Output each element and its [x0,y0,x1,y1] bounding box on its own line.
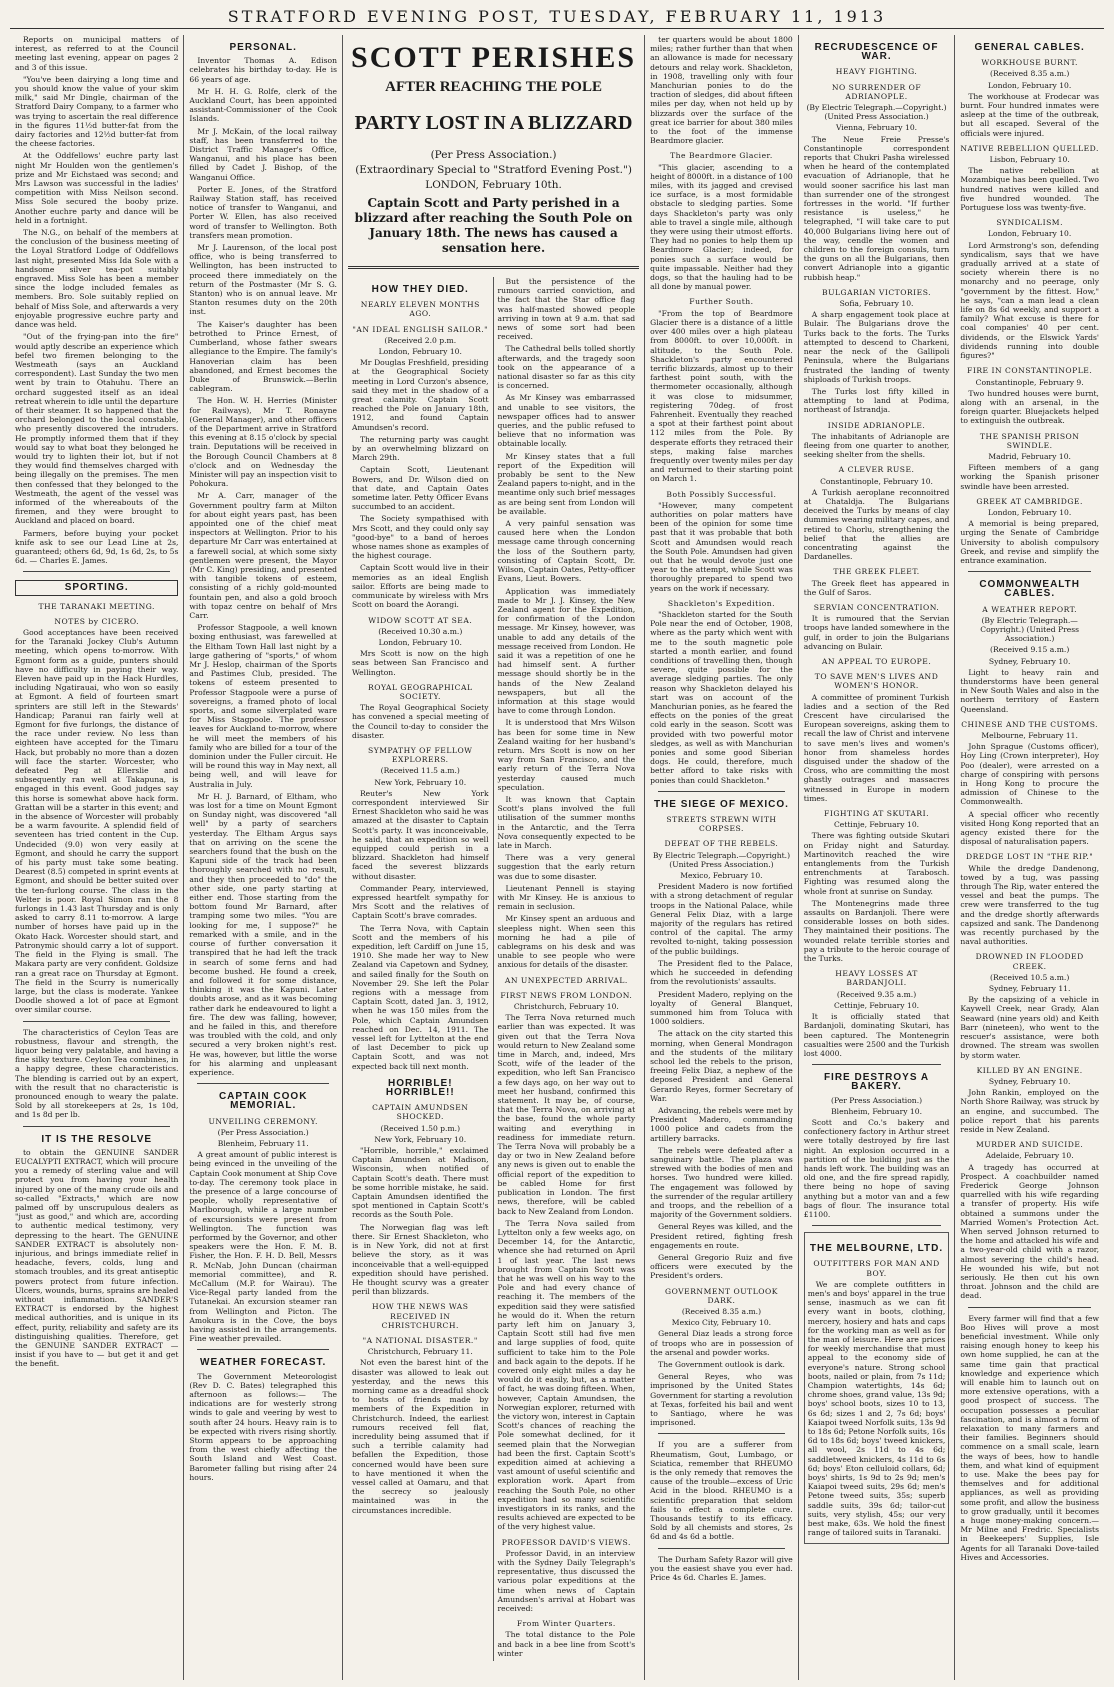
article-heading: SYMPATHY OF FELLOW EXPLORERS. [368,745,473,765]
article-para: Commander Peary, interviewed, expressed heartfelt sympathy for Mrs Scott and the relatives of Captain Scott's brave comrades. [351,883,489,921]
divider [658,791,785,792]
article-para: The inhabitants of Adrianople are fleeing from one quarter to another, seeking shelter from the shells. [803,431,950,460]
received-time: (Received 8.35 a.m.) [990,69,1070,79]
article-para: "This glacier, ascending to a height of 8000ft. in a distance of 100 miles, with its jagged and crevised ice surface, is a most formidable obstacle to sledging parties. Some days Shackleton's party was only able to travel a single mile, although they were using their utmost efforts. They had no ponies to help them up Beardmore Glacier; indeed, for ponies such a surface would be quite impassable. Neither had they dogs, so that the hauling had to be all done by manual power. [650,162,793,292]
article-heading: THE SPANISH PRISON SWINDLE. [979,431,1080,450]
article-para: The Neue Freie Presse's Constantinople correspondent reports that Chukri Pasha wirelessed when he heard of the contemplated evacuation of Adrianople, that he would sooner sacrifice his last man than surrender one of the strongest fortresses in the world. "If further resistance is useless," he telegraphed, "I will take care to put 40,000 Bulgarians living here out of the way, cendle the women and children to the foreign consuls, turn the guns on all the Bulgarians, then convert Adrianople into a gigantic rubbish heap." [803,134,950,282]
article-para: The Hon. W. H. Herries (Minister for Railways), Mr T. Ronayne (General Manager), and other officers of the Department arrive in Stratford this evening at 8.15 o'clock by special train. Deputations will be received in the Borough Council Chambers at 8 o'clock and on Wednesday the Minister will pay an inspection visit to Pohokura. [189,396,337,489]
received-time: (Received 9.35 a.m.) [836,989,917,999]
article-subheading: The Beardmore Glacier. [670,151,773,161]
article-para: General Gregorio Ruiz and five officers were executed by the President's orders. [650,1252,793,1281]
article-heading: SYNDICALISM. [996,218,1063,228]
article-para: It is understood that Mrs Wilson has been for some time in New Zealand waiting for her husband's return. Mrs Scott is now on her way from San Francisco, and the early return of the Terra Nova yesterday caused much speculation. [497,718,636,792]
advertisement: The Durham Safety Razor will give you the easiest shave you ever had. Price 4s 6d. Charles E. James. [650,1554,793,1583]
advertisement: Every farmer will find that a few Boo Hives will prove a most beneficial investment. While only raising enough honey to keep his own home supplied, he can at the same time gain that practical knowledge and experience which will enable him to launch out on more extensive operations, with a good prospect of success. The occupation possesses a peculiar fascination, and is almost a form of relaxation to many farmers and their families. Beginners should commence on a small scale, learn the ways of bees, how to handle them, and what kind of equipment to use. Make the bees pay for themselves and for additional appliances, as well as providing some profit, and allow the business to grow gradually, until it becomes a huge money-making concern.—Mr Milne and Fredric. Specialists in Beekeepers' Supplies, Isle Agents for all Taranaki Dove-tailed Hives and Accessories. [960,1313,1099,1562]
article-para: The Norwegian flag was left there. Sir Ernest Shackleton, who is in New York, did not at first believe the story, as it was inconceivable that a well-equipped expedition should have perished. He thought scurvy was a greater peril than blizzards. [351,1222,489,1297]
lead-story-left [348,277,494,1661]
article-para: "Horrible, horrible," exclaimed Captain Amundsen at Madison, Wisconsin, when notified of Captain Scott's death. There must be some horrible mistake, he said. Captain Amundsen identified the spot mentioned in Captain Scott's records as the South Pole. [351,1146,489,1220]
dateline: Blenheim, February 11. [217,1138,309,1148]
article-heading: INSIDE ADRIANOPLE. [827,420,926,430]
credit: (Per Press Association.) [830,1095,923,1105]
article-para: A memorial is being prepared, urging the Senate of Cambridge University to abolish compulsory Greek, and revise and simplify the entrance examination. [960,519,1099,565]
section-heading: PERSONAL. [229,42,297,53]
section-heading: COMMONWEALTH CABLES. [979,579,1080,600]
article-para: The native rebellion at Mozambique has been quelled. Two hundred natives were killed and five hundred wounded. The Portuguese loss was twenty-five. [960,166,1099,213]
article-subheading: Shackleton's Expedition. [667,598,776,608]
article-para: Mr A. Carr, manager of the Government poultry farm at Milton for about eight years past, has been appointed one of the chief meat inspectors at Wellington. Prior to his departure Mr Carr was entertained at a farewell social, at which some sixty gentlemen were present, the Mayor (Mr C. King) presiding, and presented with tangible tokens of esteem, consisting of a richly gold-mounted fountain pen, and also a gold brooch with topaz centre on behalf of Mrs Carr. [189,491,337,620]
article-para: Advancing, the rebels were met by President Madero, commanding 1000 police and cadets from the artillery barracks. [650,1105,793,1143]
article-para: Mr Douglas Freshfield, presiding at the Geographical Society meeting in Lord Curzon's absence, said they met in the shadow of a great calamity. Captain Scott reached the Pole on January 18th, 1912, and found Captain Amundsen's record. [351,358,489,432]
article-subheading: DEFEAT OF THE REBELS. [664,839,779,849]
dateline: Madrid, February 10. [988,451,1071,461]
credit: (Extraordinary Special to "Stratford Evening Post.") [355,164,632,176]
article-para: Professor Stagpoole, a well known boxing enthusiast, was farewelled at the Eltham Town Hall last night by a large gathering of "sports," of whom Mr J. Heslop, chairman of the Sports and Pastimes Club, presided. The tokens of esteem presented to Professor Stagpoole were a purse of sovereigns, a framed photo of local sports, and some silverplated ware for Miss Stagpoole. The professor leaves for Auckland to-morrow, where he will meet the members of his family who are billed for a tour of the dominion under the Fuller circuit. He will be round this way in May next, all being well, and will leave for Australia in July. [189,623,337,789]
article-heading: BULGARIAN VICTORIES. [822,287,932,297]
headline-secondary: AFTER REACHING THE POLE [385,79,602,95]
advertisement: Farmers, before buying your pocket knife ask to see our Lead Line at 2s, guaranteed; others 6d, 9d, 1s 6d, 2s, to 5s 6d. — Charles E. James. [15,528,179,566]
article-para: Reports on municipal matters of interest, as referred to at the Council meeting last evening, appear on pages 2 and 3 of this issue. [15,35,179,72]
article-para: "You've been dairying a long time and you should know the value of your skim milk," said Mr Dingle, chairman of the Stratford Dairy Company, to a farmer who was trying to ascertain the real difference in the figures 11½d butter-fat from the dairy factories and 12½d butter-fat from the cheese factories. [15,74,179,149]
article-heading: DROWNED IN FLOODED CREEK. [975,952,1084,971]
column-5 [799,35,956,1680]
article-subheading: NEARLY ELEVEN MONTHS AGO. [360,300,480,319]
article-para: Captain Scott, Lieutenant Bowers, and Dr. Wilson died on that date, and Captain Oates sometime later. Petty Officer Evans succumbed to an accident. [351,465,489,512]
article-subheading: UNVEILING CEREMONY. [208,1116,318,1126]
article-para: Captain Scott would live in their memories as an ideal English sailor. Efforts are being made to communicate by wireless with Mrs Scott on board the Aorangi. [351,563,489,610]
article-para: President Madero is now fortified with a strong detachment of regular troops in the National Palace, while General Felix Diaz, with a large majority of the regulars has retired control of the capital. The army revolted to-night, taking possession of the public buildings. [650,882,793,956]
article-para: The total distance to the Pole and back in a bee line from Scott's winter [497,1630,636,1658]
article-heading: FIGHTING AT SKUTARI. [824,809,930,819]
credit: (By Electric Telegraph.—Copyright.) (United Press Association.) [980,615,1080,644]
dateline: London, February 10. [378,347,462,357]
dateline: Constantinople, February 9. [975,377,1084,387]
article-heading: DREDGE LOST IN "THE RIP." [966,852,1094,862]
dateline: London, February 10. [987,229,1072,239]
column-2 [184,35,343,1680]
article-para: Mr H. H. G. Rolfe, clerk of the Auckland Court, has been appointed assistant-Commissioner of the Cook Islands. [189,86,337,124]
section-heading: RECRUDESCENCE OF WAR. [814,42,939,63]
article-heading: A WEATHER REPORT. [982,604,1078,614]
article-para: A tragedy has occurred at Prospect. A coachbuilder named Frederick George Johnson quarrelled with his wife regarding a transfer of property. His wife obtained a summons under the Married Women's Protection Act. When served Johnson returned to the home and attacked his wife and a two-year-old child with a razor, almost severing the child's head. He wounded his wife, but not seriously. He then cut his own throat. Johnson and the child are dead. [960,1162,1099,1301]
article-para: ter quarters would be about 1800 miles; rather further than that when an allowance is made for necessary detours and relay work. Shackleton, in 1908, travelling only with four Manchurian ponies to do the traction of sledges, did about fifteen miles per day, when not held up by blizzards over the surface of the great ice barrier for about 380 miles to the foot of the immense Beardmore glacier. [650,35,793,146]
article-subheading: NO SURRENDER OF ADRIANOPLE. [831,82,922,101]
article-para: Porter E. Jones, of the Stratford Railway Station staff, has received notice of transfer to Wanganui, and Porter W. Ellen, has also received word of transfer to Wellington. Both transfers mean promotion. [189,184,337,240]
credit: (Per Press Association.) [430,149,557,161]
article-para: The Turks lost fifty killed in attempting to land at Podima, northeast of Istrandja. [803,386,950,415]
credit: By Electric Telegraph.—Copyright.) (United Press Association.) [652,850,791,869]
dateline: LONDON, February 10th. [425,179,562,191]
article-para: It is rumoured that the Servian troops have landed somewhere in the gulf, in order to join the Bulgarians advancing on Bulair. [803,614,950,651]
article-heading: NATIVE REBELLION QUELLED. [960,143,1099,153]
article-heading: HEAVY LOSSES AT BARDANJOLI. [835,969,918,988]
section-heading: CAPTAIN COOK MEMORIAL. [218,1091,308,1112]
dateline: Lisbon, February 10. [989,155,1070,165]
article-para: A special officer who recently visited Hong Kong reported that an agency existed there for the disposal of naturalisation papers. [960,809,1099,847]
article-para: Mr J. Laurenson, of the local post office, who is being transferred to Wellington, has been instructed to proceed there immediately on the return of the Postmaster (Mr S. G. Stanton) who is on annual leave. Mr Stanton resumes duty on the 20th inst. [189,243,337,317]
divider [658,1433,785,1434]
article-para: Mrs Scott is now on the high seas between San Francisco and Wellington. [351,649,489,677]
divider [812,1064,942,1065]
advertisement: We are complete outfitters in men's and boys' apparel in the true sense, inasmuch as we can fit every want in boots, clothing, mercery, hosiery and hats and caps for the working man as well as for the man of leisure. Here are prices for weekly merchandise that must appeal to the economy side of everyone's nature. Strong school boots, nailed or plain, from 7s 11d; Champion watertights, 14s 6d; chrome shoes, grand value, 13s 9d; boys' school boots, sizes 10 to 13, 6s 6d; sizes 1 and 2, 7s 6d; boys' Kaiapoi tweed Norfolk suits, 13s 9d to 18s 6d; Petone Norfolk suits, 16s 6d to 18s 6d; boys' tweed knickers, all wool, 2s 11d to 4s 6d; saddletweed knickers, 4s 11d to 6s 6d; boys' Eton celluloid collars, 6d; boys' shirts, 1s 9d to 2s 9d; men's Kaiapoi tweed suits, 29s 6d; men's Petone tweed suits, 35s; superb saddle suits, 39s 6d; tailor-cut suits, very stylish, 45s; our very best make, 63s. We hold the finest range of tailored suits in Taranaki. [807,1279,946,1538]
article-heading: FIRE IN CONSTANTINOPLE. [967,366,1093,376]
article-para: The Montenegrins made three assaults on Bardanjoli. There were considerable losses on both sides. They maintained their positions. The wounded relate terrible stories and pay a tribute to the heroic courage of the Turks. [803,898,950,964]
article-heading: SERVIAN CONCENTRATION. [813,602,940,612]
article-para: Good acceptances have been received for the Taranaki Jockey Club's Autumn meeting, which opens to-morrow. With Egmont form as a guide, punters should have no difficulty in paying their way. Eleven have paid up in the Hack Hurdles, including Ngatirauai, who won so easily at Egmont. A field of fourteen smart sprinters are still left in the Stewards' Handicap; Paranui ran fairly well at Egmont for five furlongs, the distance of the race under review. No less than eighteen have accepted for the Timaru Hack, but probably no more than a dozen will face the starter. Worcester, who defeated Peg at Ellerslie and subsequently ran well at Takapuna, is engaged in this event. Good judges say this horse is somewhat above hack form. Grattan will be a starter in this event; and in the absence of Worcester will probably be a warm favourite. A splendid field of seventeen has tried content in the Cup. Undecided (9.0) won very easily at Egmont, and should he carry the support of his party must take some beating. Dearest (8.5) competed in sprint events at Egmont, and should be better suited over the ten-furlong course. The class in the Welter is poor. Royal Simon ran the 8 furlongs in 1.43 last Thursday and is only asked to carry 8.11 to-morrow. A large number of horses have paid up in the Okato Hack. Worcester should start, and Patronymic should carry a lot of support. The field in the Flying is small. The Makara party are very confident. Goldsize ran a great race on Thursday at Egmont. The field in the Scurry is numerically large, but the class is moderate. Yankee Doodle showed a lot of pace at Egmont over similar course. [15,627,179,1015]
article-para: Mr J. McKain, of the local railway staff, has been transferred to the District Traffic Manager's Office, Wanganui, and his place has been filled by Cadet J. Bishop, of the Wanganui Office. [189,126,337,182]
lead-story-body [348,277,639,1661]
section-heading: FIRE DESTROYS A BAKERY. [823,1072,930,1093]
article-para: Mr Kinsey states that a full report of the Expedition will probably be sent to the New Zealand papers to-night, and in the meantime only such brief messages as are being sent from London will be available. [497,451,636,516]
dateline: Christchurch, February 11. [367,1347,473,1357]
article-para: The Terra Nova returned much earlier than was expected. It was given out that the Terra Nova would return to New Zealand some time in March, and, indeed, Mrs Scott, wife of the leader of the expedition, who left San Francisco a few days ago, on her way out to meet her husband, confirmed this statement. It may be, of course, that the Terra Nova, on arriving at the base, found the whole party waiting and everything in readiness for immediate return. The Terra Nova will probably be a day or two in New Zealand before any news is given out to enable the official report of the expedition to be cabled Home for first publication in London. The first news, therefore, will be cabled back to New Zealand from London. [497,1013,636,1216]
article-para: General Reyes, who was imprisoned by the United States Government for starting a revolution at Texas, forfeited his bail and went to Santiago, where he was imprisoned. [650,1372,793,1428]
ad-heading: IT IS THE RESOLVE [41,1133,153,1145]
article-heading: AN UNEXPECTED ARRIVAL. [504,975,628,985]
article-para: The Cathedral bells tolled shortly afterwards, and the tragedy soon took on the appearance of a national disaster so far as this city is concerned. [497,344,636,391]
article-para: Scott and Co.'s bakery and confectionery factory in Arthur street were totally destroyed by fire last night. An explosion occurred in a partition of the building just as the hands left work. The building was an old one, and the fire spread rapidly, there being no hope of saving anything but a motor van and a few bags of flour. The insurance total £1100. [803,1117,950,1219]
article-heading: GREEK AT CAMBRIDGE. [976,496,1083,506]
article-para: Professor David, in an interview with the Sydney Daily Telegraph's representative, thus discussed the various polar expeditions at the time when news of Captain Amundsen's arrival at Hobart was received: [497,1548,636,1614]
article-para: By the capsizing of a vehicle in Kaywell Creek, near Grady, Alan Seaward (nine years old) and Keith Barr (nineteen), who went to the rescuer's assistance, were both drowned. The stream was swollen by storm water. [960,995,1099,1060]
headline: SCOTT PERISHES [351,41,637,74]
article-heading: WORKHOUSE BURNT. [981,58,1078,68]
article-para: But the persistence of the rumours carried conviction, and the fact that the Star office flag was half-masted showed people arriving in town at 9 a.m. that sad news of some sort had been received. [497,277,636,342]
article-para: The returning party was caught by an overwhelming blizzard on March 29th. [351,434,489,463]
received-time: (Received 1.50 p.m.) [380,1123,461,1133]
article-para: It was known that Captain Scott's plans involved the full utilisation of the summer months in the Antarctic, and the Terra Nova consequently expected to be late in March. [497,794,636,850]
dateline: Cettinje, February 10. [834,820,920,830]
article-para: General Diaz leads a strong force of troops who are in possession of the arsenal and powder works. [650,1329,793,1357]
article-para: Not even the barest hint of the disaster was allowed to leak out yesterday, and the news this morning came as a dreadful shock to hosts of friends made by members of the Expedition in Christchurch. Indeed, the earliest rumours received fell flat, incredulity being assumed that if such a terrible calamity had befallen the Expedition, those concerned would have been sure to have mentioned it when the vessel called at Oamaru, and that the secrecy so jealously maintained was in the circumstances incredible. [351,1358,489,1515]
article-para: Mr Kinsey spent an arduous and sleepless night. When seen this morning he had a pile of cablegrams on his desk and was unable to see people who were anxious for details of the disaster. [497,914,636,970]
article-para: Two hundred houses were burnt, along with an arsenal, in the foreign quarter. Bluejackets helped to extinguish the outbreak. [960,388,1099,426]
dateline: Vienna, February 10. [836,123,918,133]
dateline: Mexico, February 10. [680,871,763,881]
headline-tertiary: PARTY LOST IN A BLIZZARD [354,112,633,134]
article-subheading: TO SAVE MEN'S LIVES AND WOMEN'S HONOR. [814,672,939,691]
article-subheading: "A NATIONAL DISASTER." [362,1335,478,1345]
dateline: London, February 10. [987,507,1072,517]
article-para: The Greek fleet has appeared in the Gulf of Saros. [803,578,950,597]
divider [197,1083,329,1084]
received-time: (Received 10.5 a.m.) [990,972,1070,982]
received-time: (Received 8.35 a.m.) [681,1307,762,1316]
byline: NOTES by CICERO. [54,616,140,626]
article-para: General Reyes was killed, and the President retired, fighting fresh engagements en route. [650,1222,793,1250]
article-para: The Government Meteorologist (Rev D. C. Bates) telegraphed this afternoon as follows:— The indications are for westerly strong winds to gale and veering by west to south after 24 hours. Heavy rain is to be expected with rivers rising shortly. Storm appears to be approaching from the west chiefly affecting the South Island and West Coast. Barometer falling but rising after 24 hours. [189,1371,337,1482]
dateline: Constantinople, February 10. [820,476,933,486]
article-heading: CHINESE AND THE CUSTOMS. [961,719,1099,729]
article-para: Lieutenant Pennell is staying with Mr Kinsey. He is anxious to remain in seclusion. [497,883,636,912]
article-para: It is officially stated that Bardanjoli, dominating Skutari, has been captured. The Montenegrin casualties were 2500 and the Turkish lost 4000. [803,1012,950,1058]
article-para: A committee of prominent Turkish ladies and a section of the Red Crescent have circularised the European sovereigns, asking them to recall the law of Christ and intervene to save men's lives and women's honor from shameless hordes disguised under the shadow of the Cross, who are committing the most ghastly outrages and massacres witnessed in Europe in modern times. [803,692,950,803]
columns [10,35,1104,1680]
received-time: (Received 11.5 a.m.) [380,766,460,776]
dateline: Cettinje, February 10. [834,1000,920,1010]
column-1 [10,35,184,1680]
article-para: Mr H. J. Barnard, of Eltham, who was lost for a time on Mount Egmont on Sunday night, was discovered "all well" by a party of searchers yesterday. The Eltham Argus says that on arriving on the scene the searchers found that the bush on the Kapuni side of the track had been thoroughly searched with no result, and they then proceeded to "do" the other side, one party starting at either end. Those starting from the bottom found Mr Barnard, after tramping some two miles. "You are looking for me, I suppose?" he remarked with a smile, and in the course of further conversation it transpired that he had left the track in search of some ferns and had become bushed. He found a creek, and followed it for some distance, thinking it was the Kapuni. Later doubts arose, and as it was becoming rather dark he endeavoured to light a fire. The dew was falling, however, and he failed in this, and therefore was troubled with the cold, and only secured a very broken night's rest. He was, however, but little the worse for his alarming and unpleasant experience. [189,791,337,1077]
article-para: A Turkish aeroplane reconnoitred at Chataldja. The Bulgarians deceived the Turks by means of clay dummies wearing military capes, and retired to Chorlu, strengthening the belief that the allies are concentrating against the Dardanelles. [803,487,950,562]
dateline: Adelaide, February 10. [985,1151,1074,1161]
credit: (Per Press Association.) [217,1127,309,1137]
lede: Captain Scott and Party perished in a blizzard after reaching the South Pole on January 18th. The news has caused a sensation here. [354,196,633,255]
column-4 [645,35,799,1680]
divider [348,266,639,269]
article-para: Fifteen members of a gang working the Spanish prisoner swindle have been arrested. [960,463,1099,491]
dateline: Christchurch, February 10. [513,1002,619,1012]
article-para: While the dredge Dandenong, towed by a tug, was passing through The Rip, water entered the vessel and beat the pumps. The crew were transferred to the tug and the dredge shortly afterwards capsized and sank. The Dandenong was recently purchased by the naval authorities. [960,863,1099,947]
article-subheading: Further South. [689,297,754,307]
dateline: Sydney, February 11. [988,984,1071,994]
divider [812,1225,942,1226]
advertisement: If you are a sufferer from Rheumatism, Gout, Lumbago, or Sciatica, remember that RHEUMO is the only remedy that removes the cause of the trouble—excess of Uric Acid in the blood. RHEUMO is a scientific preparation that seldom fails to effect a complete cure. Thousands testify to its efficacy. Sold by all chemists and stores, 2s 6d and 4s 6d a bottle. [650,1440,793,1542]
dateline: Blenheim, February 10. [831,1106,922,1116]
article-heading: THE TARANAKI MEETING. [38,601,155,611]
article-heading: HOW THEY DIED. [371,284,469,295]
article-para: The N.G., on behalf of the members at the conclusion of the business meeting of the Loyal Stratford Lodge of Oddfellows last night, presented Miss Ida Sole with a handsome silver tea-pot suitably engraved. Miss Sole has been a member since the lodge included females as members. Bro. Sole suitably replied on behalf of Miss Sole, and afterwards a very enjoyable progressive euchre party and dance was held. [15,228,179,330]
article-heading: HOW THE NEWS WAS RECEIVED IN CHRISTCHURCH. [372,1302,469,1330]
masthead: STRATFORD EVENING POST, TUESDAY, FEBRUARY 11, 1913 [10,6,1104,29]
dateline: New York, February 10. [374,1134,467,1144]
article-para: President Madero, replying on the loyalty of General Blanquet, summoned him from Toluca with 1000 soldiers. [650,989,793,1027]
article-para: The rebels were defeated after a sanguinary battle. The plaza was strewed with the bodies of men and horses. Two hundred were killed. The engagement was followed by the surrender of the regular artillery and troops, and the rebellion of a majority of the Government soldiers. [650,1145,793,1220]
dateline: Sofia, February 10. [839,299,914,309]
article-para: The attack on the city started this morning, when General Mondragon and the students of the military school led the rebels to the prison, freeing Felix Diaz, a nephew of the deposed President and General Gerardo Reyes, former Secretary of War. [650,1029,793,1103]
section-heading: SPORTING. [15,580,178,595]
dateline: Mexico City, February 10. [671,1318,772,1328]
lead-story-right [494,277,640,1661]
article-para: A very painful sensation was caused here when the London message came through concerning the loss of the Southern party, consisting of Captain Scott, Dr. Wilson, Captain Oates, Petty-officer Evans, Lieut. Bowers. [497,519,636,584]
article-para: The President fled to the Palace, which he succeeded in defending from the revolutionists' assaults. [650,958,793,987]
article-para: "However, many competent authorities on polar matters have been of the opinion for some time past that it was probable that both Scott and Amundsen would reach the South Pole. Amundsen had given out that he would devote just one year to the attempt, while Scott was thoroughly prepared to spend two years on the work if necessary. [650,500,793,593]
article-subheading: From Winter Quarters. [516,1619,616,1629]
article-para: A sharp engagement took place at Bulair. The Bulgarians drove the Turks back to the forts. The Turks attempted to descend to Charkeni, near the neck of the Gallipoli Peninsula, where the Bulgarians frustrated the landing of twenty shiploads of Turkish troops. [803,310,950,384]
received-time: (Received 10.30 a.m.) [378,626,463,636]
article-heading: THE GREEK FLEET. [833,567,920,577]
dateline: London, February 10. [378,637,462,647]
article-para: "Out of the frying-pan into the fire" would aptly describe an experience which befel two firemen belonging to the Westmeath (says an Auckland correspondent). Last Sunday the two men went by train to Otahuhu. There an orchard suggested itself as an ideal retreat wherein to idle until the departure of their steamer. It so happened that the orchard belonged to the local constable, who presently discovered the intruders. He promptly informed them that if they would say to what boat they belonged he would try to lighten their lot, but if not they would find themselves charged with being illegally on the premises. The men then confessed that they belonged to the Westmeath, the agent of the vessel was informed of the whereabouts of the firemen, and they were brought to Auckland and placed on board. [15,332,179,526]
article-heading: MURDER AND SUICIDE. [976,1140,1084,1150]
section-heading: GENERAL CABLES. [974,42,1085,53]
article-para: Lord Armstrong's son, defending syndicalism, says that we have gradually arrived at a state of society wherein there is no monarchy and no peerage, only "government by the fittest. How," he says, "can a man lead a clean life on 8s 6d weekly, and support a family? What excuse is there for coal companies' 40 per cent. dividends, or the Elswick Yards' dividends running into double figures?" [960,240,1099,361]
article-heading: KILLED BY AN ENGINE. [976,1065,1083,1075]
divider [23,571,170,572]
article-para: The Royal Geographical Society has convened a special meeting of the Council to-day to consider the disaster. [351,703,489,740]
ad-subheading: OUTFITTERS FOR MAN AND BOY. [813,1259,940,1278]
dateline: Sydney, February 10. [988,1076,1071,1086]
article-subheading: STREETS STREWN WITH CORPSES. [666,815,777,834]
advertisement: to obtain the GENUINE SANDER EUCALYPTI EXTRACT, which will procure you a remedy of sterling value and will protect you from having your health injured by one of the many crude oils and so-called "Extracts," which are now palmed off by unscrupulous dealers as "just as good," and which are, according to authentic medical testimony, very depressing to the heart. The GENUINE SANDER EXTRACT is absolutely non-injurious, and brings immediate relief in headache, fevers, colds, lung and stomach troubles, and its great antiseptic powers protect from future infection. Ulcers, wounds, burns, sprains are healed without inflammation. SANDER'S EXTRACT is endorsed by the highest medical authorities, and is unique in its effect, purity, reliability and safety are its distinguishing qualities. Therefore, get the GENUINE SANDER EXTRACT — insist if you have to — but get it and get the benefit. [15,1147,179,1369]
article-subheading: FIRST NEWS FROM LONDON. [500,990,633,1000]
article-para: There was fighting outside Skutari on Friday night and Saturday. Martinovitch reached the wire entanglements from the Turkish entrenchments at Tarabosch. Fighting was resumed along the whole front at sunrise on Sunday. [803,831,950,896]
section-heading: WEATHER FORECAST. [200,1357,327,1369]
article-heading: AN APPEAL TO EUROPE. [821,656,932,666]
article-para: The Government outlook is dark. [658,1360,785,1370]
article-subheading: HEAVY FIGHTING. [835,67,918,77]
advertisement-box [804,1232,950,1544]
section-heading: THE SIEGE OF MEXICO. [653,798,789,810]
dateline: Melbourne, February 11. [981,731,1078,740]
article-para: Light to heavy rain and thunderstorms have been general in New South Wales and also in the northern territory of Eastern Queensland. [960,667,1099,714]
article-para: "From the top of Beardmore Glacier there is a distance of a little over 400 miles over a high plateau from 8000ft. to over 10,000ft. in altitude, to the South Pole. Shackleton's party encountered terrific blizzards, almost up to their farthest point south, with the thermometer occasionally, although it was close to midsummer, registering 70deg. of frost Fahrenheit. Eventually they reached a spot at their farthest point about 112 miles from the Pole. By desperate efforts they retraced their steps, making false marches frequently over twenty miles per day and returned to their starting point on March 1. [650,308,793,484]
article-para: The Society sympathised with Mrs Scott, and they could only say "good-bye" to a band of heroes whose names shone as examples of the highest courage. [351,514,489,561]
article-heading: PROFESSOR DAVID'S VIEWS. [501,1537,631,1547]
article-para: The Kaiser's daughter has been betrothed to Prince Ernest, of Cumberland, whose father swears allegiance to the Empire. The family's Hanoverian claim has been abandoned, and Ernest becomes the Duke of Brunswick.—Berlin cablegram. [189,319,337,394]
article-para: Inventor Thomas A. Edison celebrates his birthday to-day. He is 66 years of age. [189,56,337,84]
divider [968,571,1091,572]
article-para: John Rankin, employed on the North Shore Railway, was struck by an engine, and succumbed. The police report that his parents reside in New Zealand. [960,1088,1099,1134]
credit: (By Electric Telegraph.—Copyright.) (United Press Association.) [806,103,947,122]
article-para: John Sprague (Customs officer), Hoy Ling (Crown interpreter), Hoy Poo (dealer), were arrested on a charge of conspiring with persons in Hong Kong to procure the admission of Chinese to the Commonwealth. [960,742,1099,807]
article-subheading: "AN IDEAL ENGLISH SAILOR." [352,324,489,334]
dateline: New York, February 10. [374,777,467,787]
article-heading: A CLEVER RUSE. [838,465,915,475]
advertisement: The characteristics of Ceylon Teas are robustness, flavour and strength, the liquor being very palatable, and having a fine silky texture. Ceylon Tea combines, in a happy degree, these characteristics. The blending is carried out by an expert, with the result that no characteristic is pronounced enough to weary the palate. Sold by all storekeepers at 2s, 1s 10d, and 1s 8d per lb. [15,1027,179,1120]
divider [23,1021,170,1022]
article-heading: ROYAL GEOGRAPHICAL SOCIETY. [368,682,473,701]
article-para: Application was immediately made to Mr J. J. Kinsey, the New Zealand agent for the Expedition, for confirmation of the London message. Mr Kinsey, however, was unable to add any details of the message received from London. He said it was a repetition of one he had himself sent. A further message should shortly be in the hands of the New Zealand newspapers, but all the information at this stage would have to come through London. [497,586,636,716]
article-para: The workhouse at Frodecar was burnt. Four hundred inmates were asleep at the time of the outbreak, but all escaped. Several of the officials were injured. [960,91,1099,138]
article-para: As Mr Kinsey was embarrassed and unable to see visitors, the newspaper offices had to answer queries, and the public refused to believe that no information was obtainable locally. [497,393,636,449]
article-para: At the Oddfellows' euchre party last night Mr Houlden won the gentlemen's prize and Mr Eichstaed was second; and Mrs Lawson was successful in the ladies' competition with Miss Neilson second. Miss Sole secured the booby prize. Another euchre party and dance will be held in a fortnight. [15,151,179,225]
divider [197,1349,329,1350]
article-heading: WIDOW SCOTT AT SEA. [368,615,473,625]
divider [658,1548,785,1549]
article-subheading: CAPTAIN AMUNDSEN SHOCKED. [372,1103,469,1122]
article-para: The Terra Nova, with Captain Scott and the members of his expedition, left Cardiff on June 15, 1910. She made her way to New Zealand via Capetown and Sydney, and sailed finally for the South on November 29. She left the Polar regions with a message from Captain Scott, dated Jan. 3, 1912, when he was 150 miles from the Pole, which Captain Amundsen reached on Dec. 14, 1911. The vessel left for Lyttelton at the end of last December to pick up Captain Scott, and was not expected back till next month. [351,923,489,1071]
dateline: London, February 10. [987,80,1072,90]
received-time: (Received 2.0 p.m. [384,335,457,345]
divider [968,1307,1091,1308]
ad-heading: THE MELBOURNE, LTD. [809,1243,944,1255]
article-para: The Terra Nova sailed from Lyttelton only a few weeks ago, on December 14, for the Antarctic, whence she had returned on April 1 of last year. The last news brought from Captain Scott was that he was well on his way to the Pole and had every chance of reaching it. The members of the expedition said they were satisfied he would do it. When the return party left him on January 3, Captain Scott still had five men and large supplies of food, quite sufficient to take him to the Pole and back again to the depots. If he covered only eight miles a day he would do it easily, but, as a matter of fact, he was doing fifteen. When, however, Captain Amundsen, the Norwegian explorer, returned with the victory won, interest in Captain Scott's chances of reaching the Pole somewhat declined, for it seemed plain that the Norwegian had been the first. Captain Scott's expedition aimed at achieving a vast amount of useful scientific and exploration work. Apart from reaching the South Pole, no other expedition had so many scientific investigators in its ranks, and the results achieved are expected to be of the very highest value. [497,1218,636,1532]
column-3-lead-story [343,35,645,1680]
received-time: (Received 9.15 a.m.) [990,645,1070,655]
divider [23,1126,170,1127]
article-para: "Shackleton started for the South Pole near the end of October, 1908, where as the party which went with me to the south magnetic pole started a month earlier, and found conditions of travelling then, though severe, quite possible for the average sledging parties. The only reason why Shackleton delayed his start was on account of the Manchurian ponies, as he feared the effects on the ponies of the great cold early in the season. Scott was provided with two powerful motor sledges, as well as with Manchurian ponies and some good Siberian dogs. He could, therefore, much better afford to take risks with ponies than could Shackleton." [650,609,793,785]
article-heading: HORRIBLE! HORRIBLE!! [385,1077,455,1099]
article-para: There was a very general suggestion that the early return was due to some disaster. [497,853,636,881]
dateline: Sydney, February 10. [988,656,1071,666]
article-subheading: Both Possibly Successful. [666,489,777,499]
article-para: Reuter's New York correspondent interviewed Sir Ernest Shackleton who said he was amazed at the disaster to Captain Scott's party. It was inconceivable, he said, that an expedition so well equipped could perish in a blizzard. Shackleton had himself faced the severest blizzards without disaster. [351,788,489,881]
column-6 [955,35,1104,1680]
article-heading: GOVERNMENT OUTLOOK DARK. [665,1286,778,1305]
article-para: A great amount of public interest is being evinced in the unveiling of the Captain Cook monument at Ship Cove to-day. The ceremony took place in the presence of a large concourse of people, wholly representative of Marlborough, while a large number of excursionists were present from Wellington. The function was performed by the Governor, and other speakers were the Hon. F. M. B. Fisher, the Hon. F. H. D. Bell, Messrs R. McNab, John Duncan (chairman memorial committee), and R. McCallum (M.P. for Wairau). The Vice-Regal party landed from the Tutanekai. An excursion steamer ran from Wellington and Picton. The Amokura is in the Cove, the boys having assisted in the arrangements. Fine weather prevailed. [189,1150,337,1344]
